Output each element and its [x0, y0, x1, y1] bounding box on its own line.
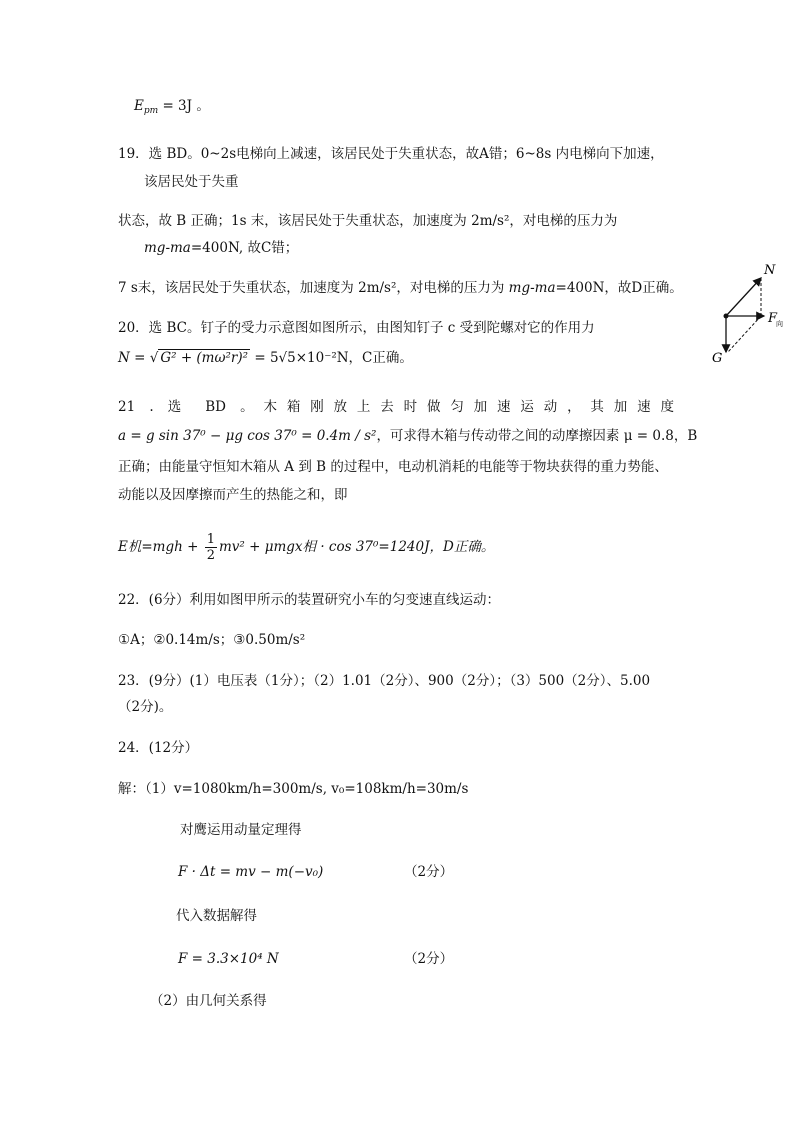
q19-text: =400N, 故C错；: [190, 240, 299, 256]
force-diagram: [706, 258, 790, 368]
q19-line-5: [118, 278, 683, 298]
q21-line-3: 正确；由能量守恒知木箱从 A 到 B 的过程中，电动机消耗的电能等于物块获得的重力势能、: [118, 459, 668, 475]
sqrt-sign: √: [149, 350, 159, 366]
q19-text-b: =400N，故D正确。: [555, 280, 683, 296]
q23-line-1: 23．(9分）(1）电压表（1分）；（2）1.01（2分）、900（2分）；（3）500（2分）、5.00: [118, 673, 651, 689]
q21-friction-text: ，可求得木箱与传动带之间的动摩擦因素 μ = 0.8，B: [376, 428, 698, 444]
q20-sqrt-content: G² + (mω²r)²: [160, 350, 249, 366]
q21-energy-rhs: mv² + μmgx相 · cos 37⁰=1240J，D正确。: [218, 539, 495, 555]
q24-momentum-eq: F · Δt = mv − m(−v₀): [178, 864, 324, 880]
q21-energy-lhs: E机=mgh +: [118, 539, 203, 555]
q19-line-2: 该居民处于失重: [144, 174, 239, 190]
nail-point: [724, 314, 729, 319]
label-g: G: [712, 351, 723, 366]
q24-line-4: （2）由几何关系得: [150, 993, 267, 1009]
q20-line-2: [118, 348, 413, 368]
q21-line-2: [118, 426, 697, 446]
epm-subscript: pm: [143, 106, 159, 116]
q19-line-1: 19．选 BD。0~2s电梯向上减速，该居民处于失重状态，故A错；6~8s 内电梯向下加速，: [118, 146, 664, 162]
fraction-denominator: 2: [206, 548, 215, 563]
fraction-numerator: 1: [206, 532, 215, 547]
epm-symbol: E: [134, 98, 144, 114]
arrow-n: [726, 278, 761, 316]
q20-n-symbol: N =: [118, 350, 150, 366]
q19-line-3: 状态，故 B 正确；1s 末，该居民处于失重状态，加速度为 2m/s²，对电梯的压力为: [118, 213, 618, 229]
q24-heading: 24．(12分）: [118, 740, 199, 756]
epm-value: = 3J 。: [158, 98, 210, 114]
q24-line-1: 解：（1）v=1080km/h=300m/s, v₀=108km/h=30m/s: [118, 781, 469, 797]
q22-line-2: ①A；②0.14m/s；③0.50m/s²: [118, 632, 306, 648]
q21-line-1: 21 . 选 BD 。木箱刚放上去时做匀加速运动，其加速度: [118, 399, 674, 415]
q24-force-result: F = 3.3×10⁴ N: [178, 951, 279, 967]
epm-line: [134, 96, 210, 121]
q23-line-2: （2分)。: [118, 699, 173, 715]
q24-line-3: 代入数据解得: [176, 908, 257, 924]
label-f: F: [768, 311, 778, 326]
label-n: N: [764, 263, 776, 278]
q24-score-1: （2分）: [404, 864, 454, 880]
q24-score-2: （2分）: [404, 951, 454, 967]
q21-line-4: 动能以及因摩擦而产生的热能之和，即: [118, 487, 348, 503]
q19-formula: mg-ma: [144, 240, 191, 256]
label-f-subscript: 向: [776, 320, 783, 328]
q20-line-1: 20．选 BC。钉子的受力示意图如图所示，由图知钉子 c 受到陀螺对它的作用力: [118, 320, 595, 336]
q24-line-2: 对鹰运用动量定理得: [180, 822, 302, 838]
q21-line-5: [118, 530, 494, 564]
q19-formula-b: mg-ma: [508, 280, 556, 296]
q19-line-4: [144, 238, 298, 258]
q20-result: = 5√5×10⁻²N，C正确。: [250, 350, 413, 366]
dashed-diagonal: [728, 316, 761, 352]
q19-text-a: 7 s末，该居民处于失重状态，加速度为 2m/s²，对电梯的压力为: [118, 280, 509, 296]
q21-fraction: [205, 532, 217, 563]
q22-line-1: 22．(6分）利用如图甲所示的装置研究小车的匀变速直线运动：: [118, 592, 501, 608]
q21-accel-formula: a = g sin 37⁰ − μg cos 37⁰ = 0.4m / s²: [118, 428, 377, 444]
